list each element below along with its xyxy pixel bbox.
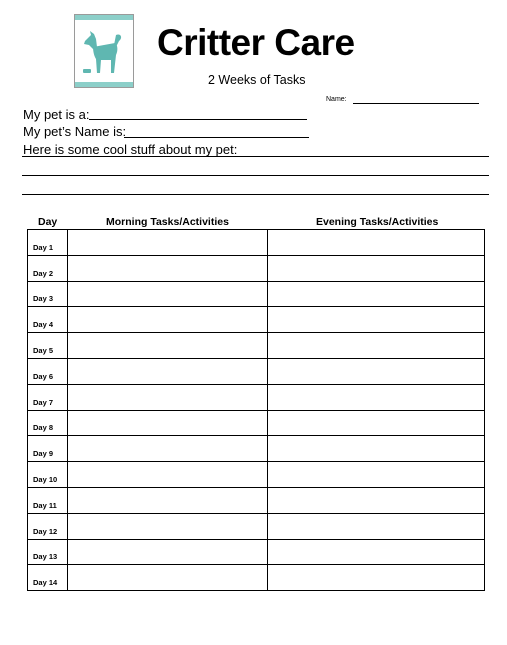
morning-cell[interactable] (68, 358, 268, 384)
table-row (28, 384, 485, 410)
day-label: Day 14 (33, 578, 58, 588)
day-label: Day 5 (33, 345, 54, 355)
task-table (27, 229, 485, 591)
day-label: Day 3 (33, 294, 54, 304)
name-field-line[interactable] (353, 103, 479, 104)
morning-cell[interactable] (68, 333, 268, 359)
day-label: Day 1 (33, 242, 54, 252)
cool-stuff-line-2[interactable] (22, 175, 489, 176)
evening-cell[interactable] (268, 281, 485, 307)
day-label: Day 11 (33, 500, 57, 510)
day-label: Day 4 (33, 320, 54, 330)
evening-cell[interactable] (268, 539, 485, 565)
morning-cell[interactable] (68, 513, 268, 539)
day-label: Day 10 (33, 474, 58, 484)
table-row (28, 333, 485, 359)
pet-type-label: My pet is a: (23, 107, 90, 122)
evening-column-header: Evening Tasks/Activities (316, 216, 439, 228)
evening-cell[interactable] (268, 307, 485, 333)
table-row (28, 513, 485, 539)
evening-cell[interactable] (268, 410, 485, 436)
evening-cell[interactable] (268, 255, 485, 281)
table-row (28, 565, 485, 591)
pet-type-field-line[interactable] (89, 119, 307, 120)
page-title: Critter Care (157, 22, 355, 63)
table-row (28, 539, 485, 565)
day-label: Day 8 (33, 423, 54, 433)
morning-cell[interactable] (68, 565, 268, 591)
day-label: Day 7 (33, 397, 54, 407)
morning-column-header: Morning Tasks/Activities (106, 216, 229, 228)
morning-cell[interactable] (68, 281, 268, 307)
pet-name-label: My pet’s Name is: (23, 124, 127, 139)
day-label: Day 9 (33, 449, 54, 459)
evening-cell[interactable] (268, 358, 485, 384)
morning-cell[interactable] (68, 384, 268, 410)
evening-cell[interactable] (268, 462, 485, 488)
table-row (28, 410, 485, 436)
page-subtitle: 2 Weeks of Tasks (208, 73, 306, 87)
cool-stuff-line-3[interactable] (22, 194, 489, 195)
table-row (28, 462, 485, 488)
day-column-header: Day (38, 216, 58, 228)
morning-cell[interactable] (68, 436, 268, 462)
table-row (28, 307, 485, 333)
cool-stuff-line-1[interactable] (22, 156, 489, 157)
day-label: Day 6 (33, 371, 54, 381)
evening-cell[interactable] (268, 513, 485, 539)
evening-cell[interactable] (268, 333, 485, 359)
day-label: Day 2 (33, 268, 54, 278)
table-row (28, 230, 485, 256)
name-label: Name: (326, 96, 347, 103)
morning-cell[interactable] (68, 410, 268, 436)
table-row (28, 281, 485, 307)
morning-cell[interactable] (68, 307, 268, 333)
morning-cell[interactable] (68, 539, 268, 565)
morning-cell[interactable] (68, 230, 268, 256)
logo (74, 14, 134, 88)
morning-cell[interactable] (68, 462, 268, 488)
evening-cell[interactable] (268, 384, 485, 410)
day-label: Day 12 (33, 526, 58, 536)
evening-cell[interactable] (268, 436, 485, 462)
table-row (28, 358, 485, 384)
morning-cell[interactable] (68, 487, 268, 513)
evening-cell[interactable] (268, 487, 485, 513)
table-row (28, 487, 485, 513)
logo-band-top (75, 15, 133, 20)
cool-stuff-label: Here is some cool stuff about my pet: (23, 142, 238, 157)
table-row (28, 255, 485, 281)
day-label: Day 13 (33, 552, 58, 562)
evening-cell[interactable] (268, 565, 485, 591)
dog-icon (81, 29, 129, 77)
morning-cell[interactable] (68, 255, 268, 281)
evening-cell[interactable] (268, 230, 485, 256)
pet-name-field-line[interactable] (124, 137, 309, 138)
logo-band-bottom (75, 82, 133, 87)
table-row (28, 436, 485, 462)
